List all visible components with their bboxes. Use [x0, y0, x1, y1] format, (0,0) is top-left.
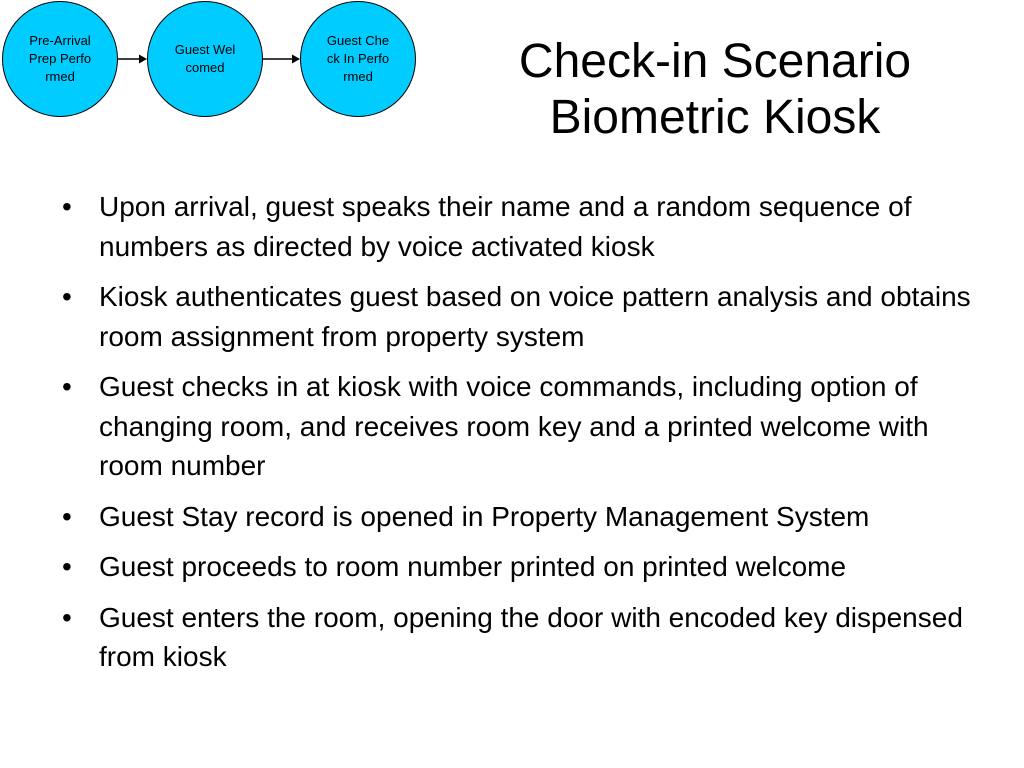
bullet-icon: •	[62, 191, 72, 222]
flow-arrow-icon	[118, 53, 147, 65]
bullet-icon: •	[62, 281, 72, 312]
flow-node-label: Guest Welcomed	[174, 42, 236, 75]
slide-title-line-2: Biometric Kiosk	[549, 91, 881, 144]
process-flow-diagram	[0, 0, 430, 130]
bullet-list	[62, 187, 997, 688]
slide-title	[430, 34, 1000, 146]
bullet-text: Guest checks in at kiosk with voice commands, including option of changing room, and receives room key and a printed welcome with room number	[99, 371, 929, 481]
flow-node-guest-welcomed	[147, 1, 263, 117]
bullet-text: Upon arrival, guest speaks their name and a random sequence of numbers as directed by voice activated kiosk	[99, 191, 912, 262]
flow-node-pre-arrival	[2, 1, 118, 117]
bullet-icon: •	[62, 500, 72, 532]
bullet-item	[62, 187, 997, 266]
bullet-icon: •	[62, 601, 72, 633]
bullet-text: Guest Stay record is opened in Property Management System	[99, 500, 870, 532]
bullet-item	[62, 277, 997, 356]
bullet-icon: •	[62, 371, 72, 402]
bullet-text: Guest proceeds to room number printed on printed welcome	[99, 551, 847, 582]
bullet-text: Kiosk authenticates guest based on voice pattern analysis and obtains room assignment from property system	[99, 281, 971, 352]
flow-arrow-icon	[263, 53, 300, 65]
bullet-item	[62, 547, 997, 587]
bullet-item	[62, 497, 997, 537]
flow-node-label: Pre-Arrival Prep Performed	[28, 33, 92, 84]
bullet-item	[62, 598, 997, 677]
bullet-item	[62, 367, 997, 486]
flow-node-guest-check-in	[300, 1, 416, 117]
slide-title-line-1: Check-in Scenario	[518, 35, 912, 88]
bullet-text: Guest enters the room, opening the door with encoded key dispensed from kiosk	[99, 601, 963, 672]
bullet-icon: •	[62, 551, 72, 582]
flow-node-label: Guest Check In Performed	[326, 33, 390, 84]
